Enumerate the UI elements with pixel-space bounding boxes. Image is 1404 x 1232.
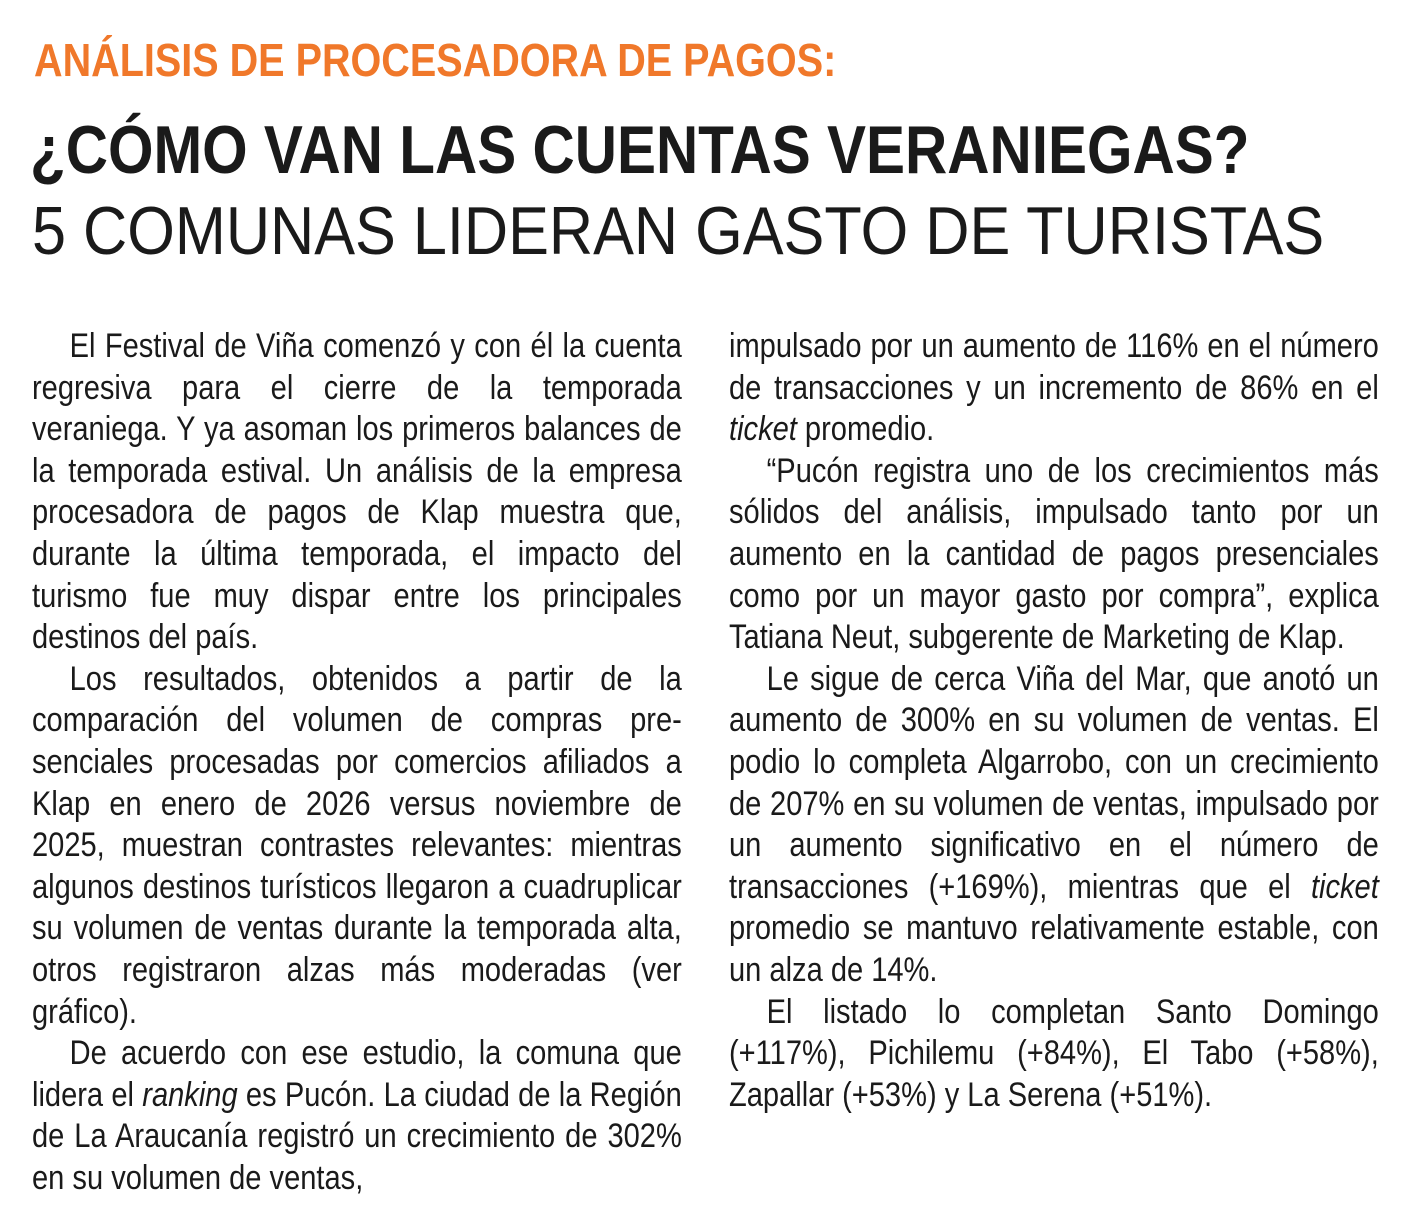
right-paragraph-3-text-b: promedio se mantuvo relativamente estable, con un alza de 14%.	[729, 909, 1379, 989]
article-headline: ¿CÓMO VAN LAS CUENTAS VERANIEGAS?	[30, 112, 1250, 188]
right-paragraph-3	[729, 659, 1379, 992]
right-paragraph-3-text-a: Le sigue de cerca Viña del Mar, que anotó un aumento de 300% en su volumen de ventas. El podio lo completa Algarrobo, con un crecimiento de 207% en su volumen de ventas, impulsado por un aumento significativo en el número de transacciones (+169%), mientras que el	[729, 659, 1379, 906]
right-paragraph-1-text-b: promedio.	[796, 410, 935, 449]
right-paragraph-4: El listado lo completan Santo Domingo (+117%), Pichilemu (+84%), El Tabo (+58%), Zapallar (+53%) y La Serena (+51%).	[729, 992, 1379, 1114]
right-paragraph-2: “Pucón registra uno de los crecimientos más sólidos del análisis, impulsado tanto por un aumento en la cantidad de pagos presenciales como por un mayor gasto por compra”, explica Tatiana Neut, subgerente de Marketing de Klap.	[729, 451, 1379, 657]
left-paragraph-3	[32, 1033, 682, 1199]
article-kicker: ANÁLISIS DE PROCESADORA DE PAGOS:	[34, 34, 837, 86]
left-paragraph-1: El Festival de Viña comenzó y con él la cuenta regresiva para el cierre de la temporada veraniega. Y ya asoman los primeros balances de la temporada estival. Un análisis de la empresa procesadora de pagos de Klap muestra que, durante la última temporada, el impacto del turismo fue muy dispar entre los principales destinos del país.	[32, 327, 682, 657]
right-paragraph-3-emphasis: ticket	[1310, 867, 1379, 906]
left-paragraph-3-text-a: De acuerdo con ese estudio, la comuna que lidera el	[32, 1034, 682, 1114]
right-paragraph-1-text-a: impulsado por un aumento de 116% en el número de transacciones y un incremento de 86% en el	[729, 327, 1379, 407]
article-right-column	[729, 326, 1379, 1116]
article-subheadline: 5 COMUNAS LIDERAN GASTO DE TURISTAS	[32, 193, 1325, 269]
article-left-column	[32, 326, 682, 1199]
left-paragraph-2: Los resultados, obtenidos a partir de la comparación del volumen de compras presenciales procesadas por comercios afiliados a Klap en enero de 2026 versus noviembre de 2025, muestran contrastes relevantes: mientras algunos destinos turísticos llegaron a cuadruplicar su volumen de ventas durante la temporada alta, otros registraron alzas más moderadas (ver gráfico).	[32, 659, 682, 1031]
left-paragraph-3-text-b: es Pucón. La ciudad de la Región de La Araucanía registró un crecimiento de 302% en su volumen de ventas,	[32, 1075, 682, 1197]
right-paragraph-1-emphasis: ticket	[729, 410, 797, 449]
left-paragraph-3-emphasis: ranking	[142, 1075, 238, 1114]
right-paragraph-1	[729, 326, 1379, 451]
